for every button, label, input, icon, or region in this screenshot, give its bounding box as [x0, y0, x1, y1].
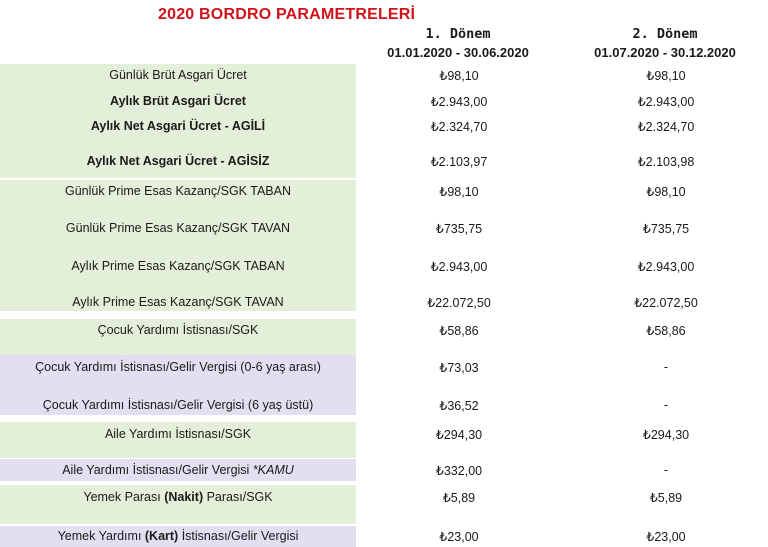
- value-period-1: ₺2.943,00: [430, 260, 488, 274]
- value-period-1: ₺22.072,50: [427, 296, 491, 310]
- value-period-2: ₺22.072,50: [634, 296, 698, 310]
- value-period-2: ₺98,10: [646, 69, 686, 83]
- value-period-1: ₺58,86: [439, 324, 479, 338]
- row-label: Aylık Brüt Asgari Ücret: [110, 94, 246, 108]
- value-period-2: -: [663, 398, 669, 412]
- value-period-2: ₺2.943,00: [637, 95, 695, 109]
- value-period-1: ₺98,10: [439, 185, 479, 199]
- value-period-2: ₺23,00: [646, 530, 686, 544]
- value-period-2: ₺294,30: [642, 428, 690, 442]
- row-label: Çocuk Yardımı İstisnası/Gelir Vergisi (0-6 yaş arası): [35, 360, 321, 374]
- period-1-dates: 01.01.2020 - 30.06.2020: [387, 45, 529, 60]
- row-label: Günlük Prime Esas Kazanç/SGK TABAN: [64, 184, 291, 198]
- value-period-1: ₺98,10: [439, 69, 479, 83]
- row-label: Çocuk Yardımı İstisnası/SGK: [97, 323, 259, 337]
- value-period-1: ₺36,52: [439, 399, 479, 413]
- value-period-1: ₺332,00: [435, 464, 483, 478]
- value-period-2: ₺5,89: [649, 491, 683, 505]
- value-period-1: ₺294,30: [435, 428, 483, 442]
- value-period-2: ₺2.103,98: [637, 155, 695, 169]
- value-period-1: ₺2.103,97: [430, 155, 488, 169]
- row-label: Yemek Parası (Nakit) Parası/SGK: [83, 490, 273, 504]
- value-period-2: -: [663, 463, 669, 477]
- row-label: Aylık Net Asgari Ücret - AGİSİZ: [86, 154, 270, 168]
- value-period-1: ₺735,75: [435, 222, 483, 236]
- value-period-2: ₺2.324,70: [637, 120, 695, 134]
- value-period-2: ₺58,86: [646, 324, 686, 338]
- period-2-dates: 01.07.2020 - 30.12.2020: [594, 45, 736, 60]
- row-label: Günlük Prime Esas Kazanç/SGK TAVAN: [65, 221, 291, 235]
- value-period-1: ₺5,89: [442, 491, 476, 505]
- row-label: Aile Yardımı İstisnası/Gelir Vergisi *KAMU: [62, 463, 294, 477]
- row-label: Yemek Yardımı (Kart) İstisnası/Gelir Vergisi: [57, 529, 299, 543]
- value-period-1: ₺2.943,00: [430, 95, 488, 109]
- row-label: Aylık Prime Esas Kazanç/SGK TAVAN: [72, 295, 284, 309]
- row-label: Aylık Net Asgari Ücret - AGİLİ: [90, 119, 266, 133]
- period-2-header: [565, 24, 765, 62]
- period-1-name: 1. Dönem: [425, 26, 491, 42]
- page-title: 2020 BORDRO PARAMETRELERİ: [158, 6, 416, 23]
- row-label: Aylık Prime Esas Kazanç/SGK TABAN: [71, 259, 285, 273]
- value-period-1: ₺73,03: [439, 361, 479, 375]
- value-period-1: ₺2.324,70: [430, 120, 488, 134]
- value-period-2: ₺2.943,00: [637, 260, 695, 274]
- value-period-1: ₺23,00: [439, 530, 479, 544]
- value-period-2: ₺98,10: [646, 185, 686, 199]
- row-label: Aile Yardımı İstisnası/SGK: [104, 427, 252, 441]
- period-2-name: 2. Dönem: [632, 26, 698, 42]
- value-period-2: -: [663, 360, 669, 374]
- row-label: Günlük Brüt Asgari Ücret: [109, 68, 247, 82]
- value-period-2: ₺735,75: [642, 222, 690, 236]
- period-1-header: [358, 24, 558, 62]
- row-label: Çocuk Yardımı İstisnası/Gelir Vergisi (6 yaş üstü): [42, 398, 314, 412]
